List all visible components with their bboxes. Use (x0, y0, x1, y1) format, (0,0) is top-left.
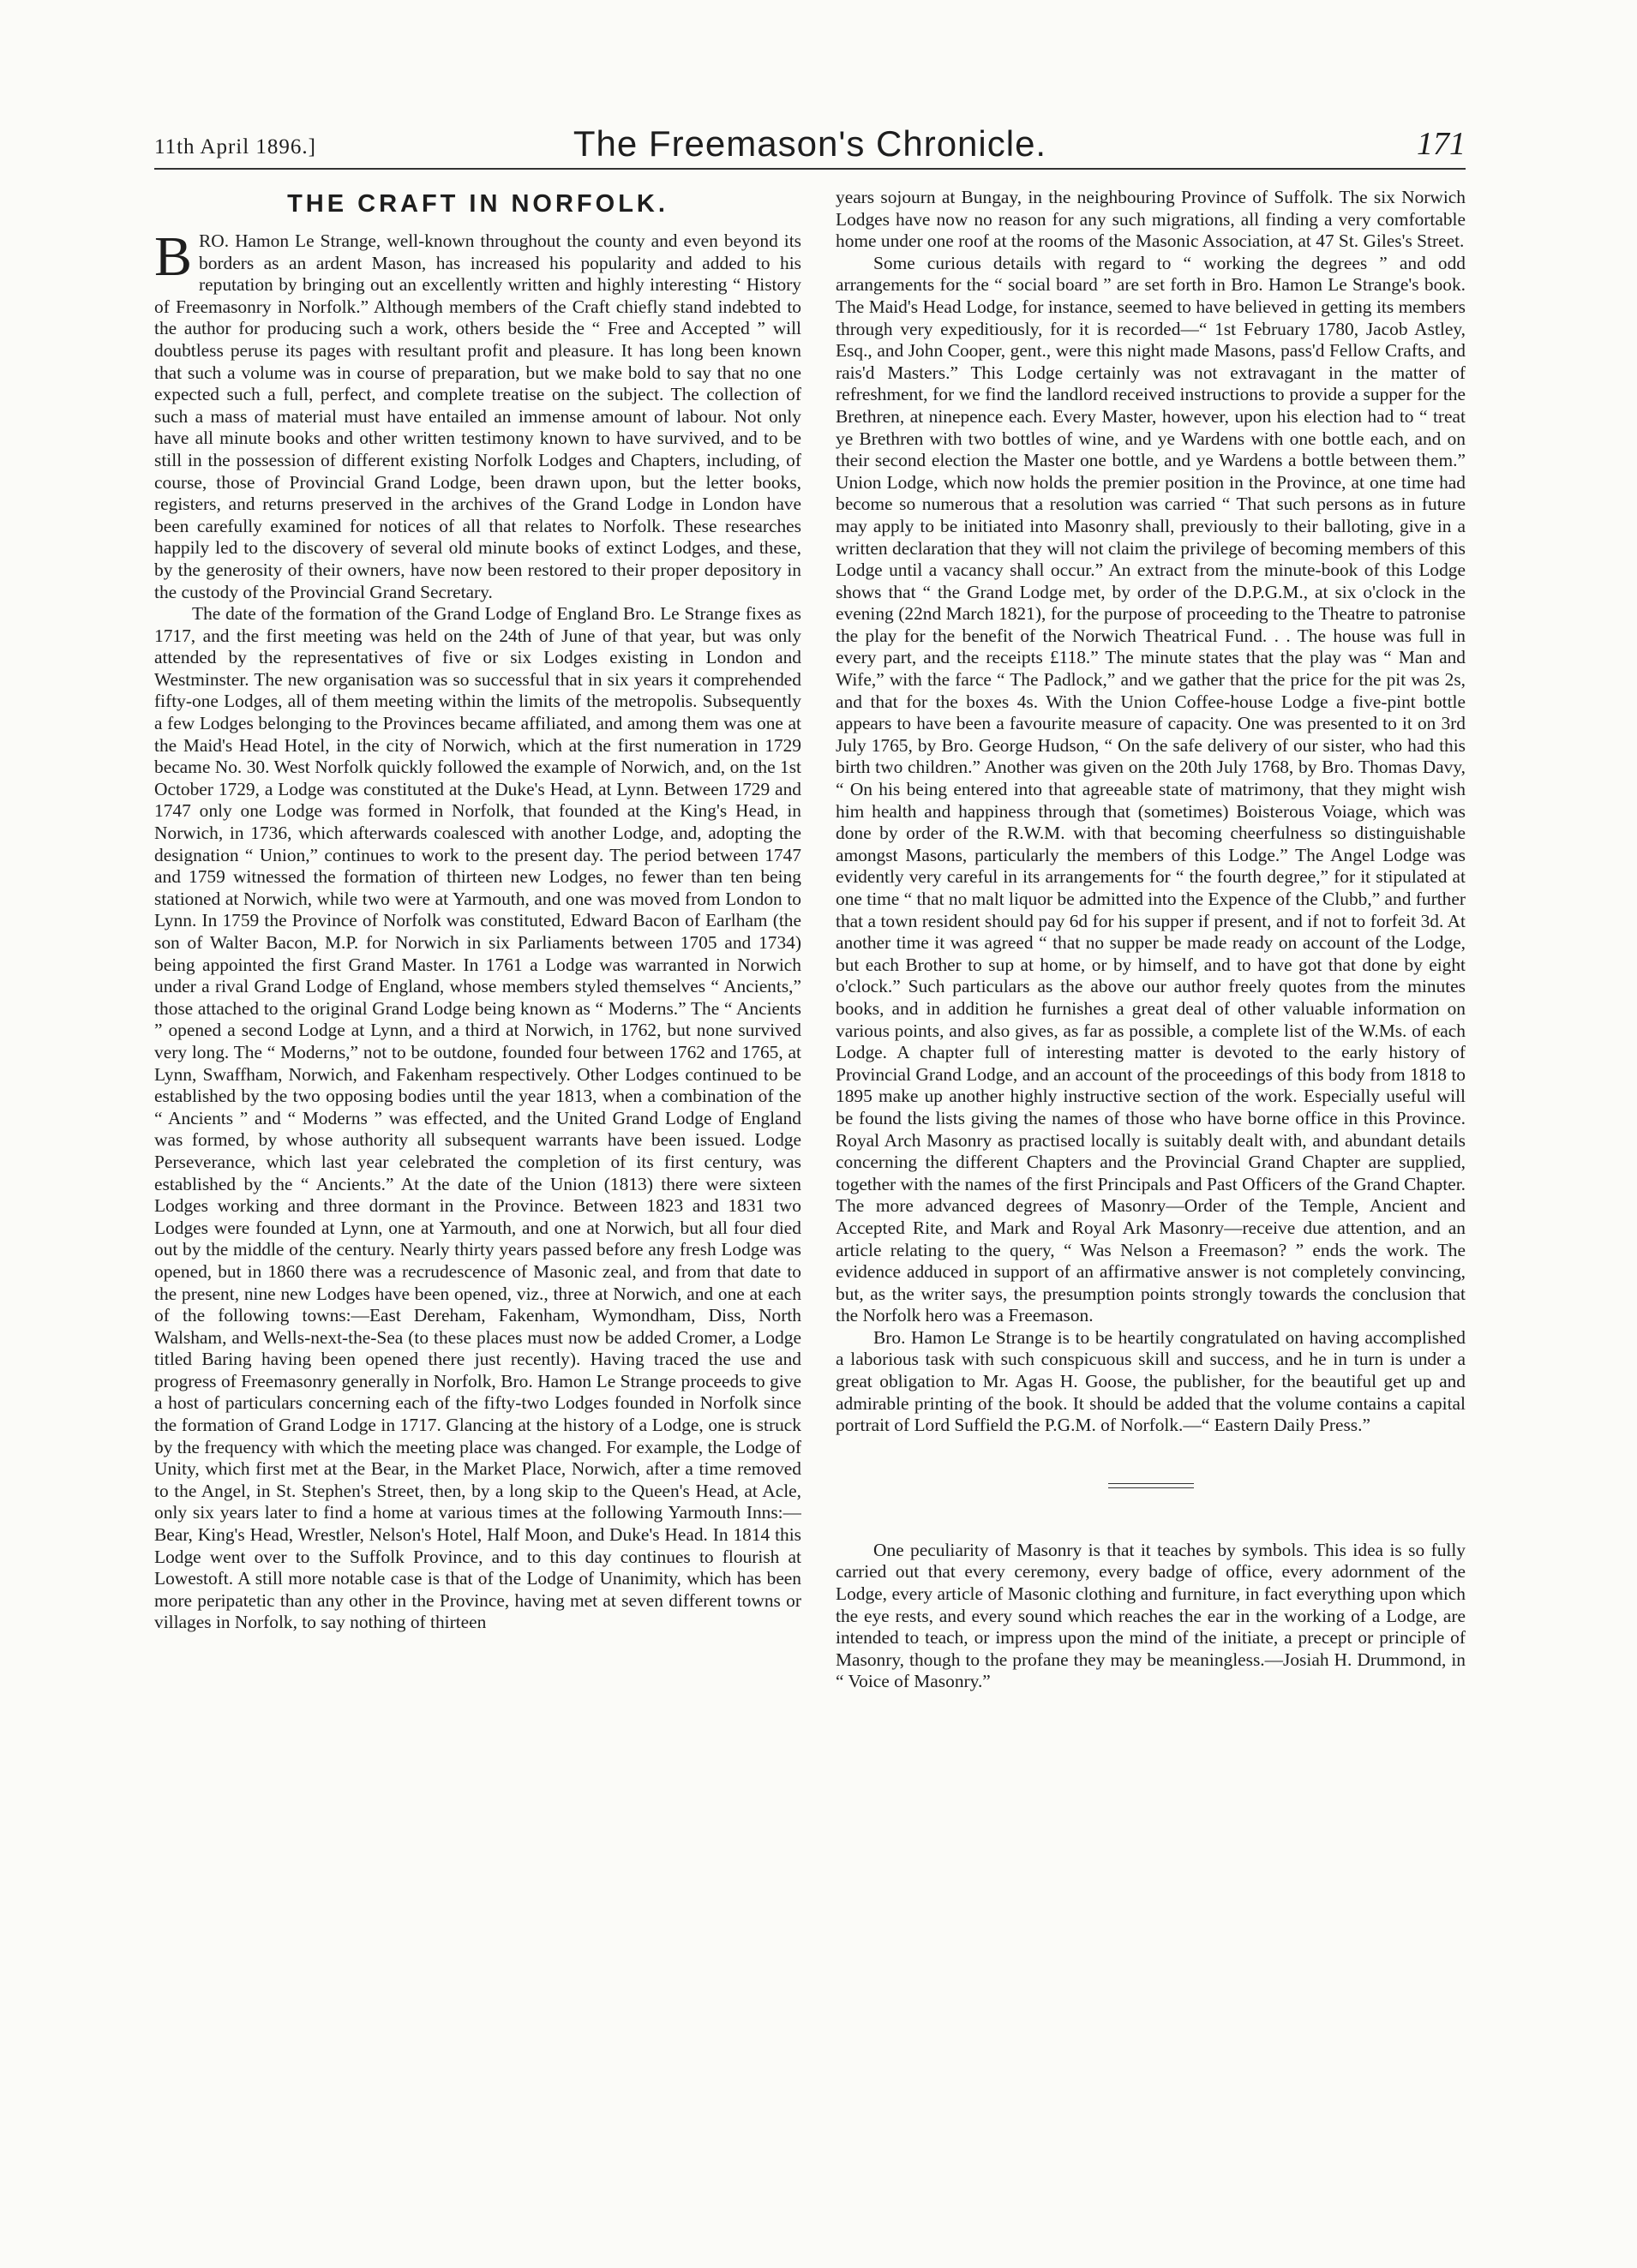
drop-cap: B (154, 225, 193, 288)
article-paragraph-4: Some curious details with regard to “ working the degrees ” and odd arrangements for the “ social board ” are set forth in Bro. Hamon Le Strange's book. The Maid's Head Lodge, for instance, seemed to have believed in getting its members through very expeditiously, for it is recorded—“ 1st February 1780, Jacob Astley, Esq., and John Cooper, gent., were this night made Masons, pass'd Fellow Crafts, and rais'd Masters.” This Lodge certainly was not extravagant in the matter of refreshment, for we find the landlord received instructions to provide a supper for the Brethren, at ninepence each. Every Master, however, upon his election had to “ treat ye Brethren with two bottles of wine, and ye Wardens with one bottle each, and on their second election the Master one bottle, and ye Wardens a bottle between them.” Union Lodge, which now holds the premier position in the Province, at one time had become so numerous that a resolution was carried “ That such persons as in future may apply to be initiated into Masonry shall, previously to their balloting, give in a written declaration that they will not claim the privilege of becoming members of this Lodge until a vacancy shall occur.” An extract from the minute-book of this Lodge shows that “ the Grand Lodge met, by order of the D.P.G.M., at six o'clock in the evening (22nd March 1821), for the purpose of proceeding to the Theatre to patronise the play for the benefit of the Norwich Theatrical Fund. . . The house was full in every part, and the receipts £118.” The minute states that the play was “ Man and Wife,” with the farce “ The Padlock,” and we gather that the price for the pit was 2s, and that for the boxes 4s. With the Union Coffee-house Lodge a five-pint bottle appears to have been a favourite measure of capacity. One was presented to it on 3rd July 1765, by Bro. George Hudson, “ On the safe delivery of our sister, who had this birth two children.” Another was given on the 20th July 1768, by Bro. Thomas Davy, “ On his being entered into that agreeable state of matrimony, that they might wish him health and happiness through that (sometimes) Boisterous Voiage, which was done by order of the R.W.M. with that becoming cheerfulness so distinguishable amongst Masons, particularly the members of this Lodge.” The Angel Lodge was evidently very careful in its arrangements for “ the fourth degree,” for it stipulated at one time “ that no malt liquor be admitted into the Expence of the Clubb,” and further that a town resident should pay 6d for his supper if present, and if not to forfeit 3d. At another time it was agreed “ that no supper be made ready on account of the Lodge, but each Brother to sup at home, or by himself, and to have got that done by eight o'clock.” Such particulars as the above our author freely quotes from the minutes books, and in addition he furnishes a great deal of other valuable information on various points, and also gives, as far as possible, a complete list of the W.Ms. of each Lodge. A chapter full of interesting matter is devoted to the early history of Provincial Grand Lodge, and an account of the proceedings of this body from 1818 to 1895 make up another highly instructive section of the work. Especially useful will be found the lists giving the names of those who have borne office in this Province. Royal Arch Masonry as practised locally is suitably dealt with, and abundant details concerning the different Chapters and the Provincial Grand Chapter are supplied, together with the names of the first Principals and Past Officers of the Grand Chapter. The more advanced degrees of Masonry—Order of the Temple, Ancient and Accepted Rite, and Mark and Royal Ark Masonry—receive due attention, and an article relating to the query, “ Was Nelson a Freemason? ” ends the work. The evidence adduced in support of an affirmative answer is not completely convincing, but, as the writer says, the presumption points strongly towards the conclusion that the Norfolk hero was a Freemason. (836, 252, 1466, 1326)
article-paragraph-3: years sojourn at Bungay, in the neighbouring Province of Suffolk. The six Norwich Lodges have now no reason for any such migrations, all finding a very comfortable home under one roof at the rooms of the Masonic Association, at 47 St. Giles's Street. (836, 187, 1466, 252)
header-rule (154, 168, 1466, 170)
article-title: THE CRAFT IN NORFOLK. (287, 190, 669, 218)
right-column (836, 187, 1466, 2192)
publication-title: The Freemason's Chronicle. (573, 123, 1047, 164)
left-column (154, 190, 801, 2178)
article-paragraph-1 (154, 225, 801, 603)
article-paragraph-1-text: RO. Hamon Le Strange, well-known throughout the county and even beyond its borders as an ardent Mason, has increased his popularity and added to his reputation by bringing out an excellently written and highly interesting “ History of Freemasonry in Norfolk.” Although members of the Craft chiefly stand indebted to the author for producing such a work, others beside the “ Free and Accepted ” will doubtless peruse its pages with resultant profit and pleasure. It has long been known that such a volume was in course of preparation, but we make bold to say that no one expected such a full, perfect, and complete treatise on the subject. The collection of such a mass of material must have entailed an immense amount of labour. Not only have all minute books and other written testimony known to have survived, and to be still in the possession of different existing Norfolk Lodges and Chapters, including, of course, those of Provincial Grand Lodge, been drawn upon, but the letter books, registers, and returns preserved in the archives of the Grand Lodge in London have been carefully examined for notices of all that relates to Norfolk. These researches happily led to the discovery of several old minute books of extinct Lodges, and these, by the generosity of their owners, have now been restored to their proper depository in the custody of the Provincial Grand Secretary. (154, 230, 801, 602)
section-divider (1108, 1483, 1194, 1488)
article-paragraph-5: Bro. Hamon Le Strange is to be heartily congratulated on having accomplished a laborious task with such conspicuous skill and success, and he in turn is under a great obligation to Mr. Agas H. Goose, the publisher, for the beautiful get up and admirable printing of the book. It should be added that the volume contains a capital portrait of Lord Suffield the P.G.M. of Norfolk.—“ Eastern Daily Press.” (836, 1326, 1466, 1436)
header-date: 11th April 1896.] (154, 135, 316, 159)
article-paragraph-2: The date of the formation of the Grand Lodge of England Bro. Le Strange fixes as 1717, and the first meeting was held on the 24th of June of that year, but was only attended by the representatives of five or six Lodges existing in London and Westminster. The new organisation was so successful that in six years it comprehended fifty-one Lodges, all of them meeting within the limits of the metropolis. Subsequently a few Lodges belonging to the Provinces became affiliated, and among them was one at the Maid's Head Hotel, in the city of Norwich, which at the first numeration in 1729 became No. 30. West Norfolk quickly followed the example of Norwich, and, on the 1st October 1729, a Lodge was constituted at the Duke's Head, at Lynn. Between 1729 and 1747 only one Lodge was formed in Norfolk, that founded at the King's Head, in Norwich, in 1736, which afterwards coalesced with another Lodge, and, adopting the designation “ Union,” continues to work to the present day. The period between 1747 and 1759 witnessed the formation of thirteen new Lodges, no fewer than ten being stationed at Norwich, while two were at Yarmouth, and one was moved from London to Lynn. In 1759 the Province of Norfolk was constituted, Edward Bacon of Earlham (the son of Walter Bacon, M.P. for Norwich in six Parliaments between 1705 and 1734) being appointed the first Grand Master. In 1761 a Lodge was warranted in Norwich under a rival Grand Lodge of England, whose members styled themselves “ Ancients,” those attached to the original Grand Lodge being known as “ Moderns.” The “ Ancients ” opened a second Lodge at Lynn, and a third at Norwich, in 1762, but none survived very long. The “ Moderns,” not to be outdone, founded four between 1762 and 1765, at Lynn, Swaffham, Norwich, and Fakenham respectively. Other Lodges continued to be established by the two opposing bodies until the year 1813, when a combination of the “ Ancients ” and “ Moderns ” was effected, and the United Grand Lodge of England was formed, by whose authority all subsequent warrants have been issued. Lodge Perseverance, which last year celebrated the completion of its first century, was established by the “ Ancients.” At the date of the Union (1813) there were sixteen Lodges working and three dormant in the Province. Between 1823 and 1831 two Lodges were founded at Lynn, one at Yarmouth, and one at Norwich, but all four died out by the middle of the century. Nearly thirty years passed before any fresh Lodge was opened, but in 1860 there was a recrudescence of Masonic zeal, and from that date to the present, nine new Lodges have been opened, viz., three at Norwich, and one at each of the following towns:—East Dereham, Fakenham, Wymondham, Diss, North Walsham, and Wells-next-the-Sea (to these places must now be added Cromer, a Lodge titled Baring having been opened there just recently). Having traced the use and progress of Freemasonry generally in Norfolk, Bro. Hamon Le Strange proceeds to give a host of particulars concerning each of the fifty-two Lodges founded in Norfolk since the formation of Grand Lodge in 1717. Glancing at the history of a Lodge, one is struck by the frequency with which the meeting place was changed. For example, the Lodge of Unity, which first met at the Bear, in the Market Place, Norwich, after a time removed to the Angel, in St. Stephen's Street, then, by a long skip to the Queen's Head, at Acle, only six years later to find a home at various times at the following Yarmouth Inns:—Bear, King's Head, Wrestler, Nelson's Hotel, Half Moon, and Duke's Head. In 1814 this Lodge went over to the Suffolk Province, and to this day continues to flourish at Lowestoft. A still more notable case is that of the Lodge of Unanimity, which has been more peripatetic than any other in the Province, having met at seven different towns or villages in Norfolk, to say nothing of thirteen (154, 603, 801, 1633)
masonry-symbols-note: One peculiarity of Masonry is that it teaches by symbols. This idea is so fully carried out that every ceremony, every badge of office, every adornment of the Lodge, every article of Masonic clothing and furniture, in fact everything upon which the eye rests, and every sound which reaches the ear in the working of a Lodge, are intended to teach, or impress upon the mind of the initiate, a precept or principle of Masonry, though to the profane they may be meaningless.—Josiah H. Drummond, in “ Voice of Masonry.” (836, 1539, 1466, 1692)
page-header (154, 120, 1466, 180)
page-number: 171 (1417, 126, 1466, 162)
